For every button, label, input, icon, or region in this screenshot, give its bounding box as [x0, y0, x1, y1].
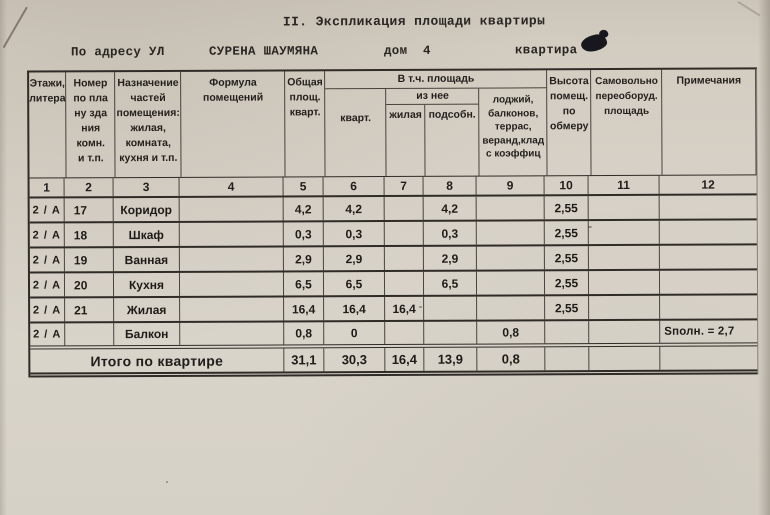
cell-room-name: Балкон — [114, 323, 180, 345]
paper-edge-shadow-left — [0, 0, 7, 515]
cell-room-number — [65, 323, 114, 345]
cell-unauthorized — [589, 271, 660, 294]
cell-room-name: Жилая — [114, 298, 180, 321]
column-number: 5 — [284, 177, 324, 195]
cell-unauthorized — [589, 246, 660, 269]
cell-room-number: 20 — [65, 273, 114, 296]
header-notes: Примечания — [662, 69, 756, 174]
cell-zhilaya-area — [385, 197, 424, 220]
cell-height: 2,55 — [545, 221, 589, 244]
cell-kvart-area: 16,4 — [324, 297, 385, 320]
cell-formula — [180, 247, 284, 270]
cell-note — [660, 245, 757, 268]
cell-kvart-area: 4,2 — [324, 197, 385, 220]
cell-total-area: 16,4 — [284, 297, 324, 320]
column-number: 12 — [701, 177, 715, 192]
header-floor-litera: Этажи, литера — [29, 72, 67, 177]
total-kvart-area: 30,3 — [324, 348, 385, 371]
column-number: 3 — [114, 178, 180, 196]
column-number: 7 — [385, 177, 424, 195]
column-number: 11 — [589, 176, 660, 194]
cell-litera: 2 / А — [30, 323, 65, 345]
cell-note — [660, 195, 757, 218]
cell-room-name: Кухня — [114, 273, 180, 296]
cell-height: 2,55 — [545, 271, 589, 294]
header-lodzhiy: лоджий, балконов, террас, веранд,клад с коэффиц — [480, 88, 548, 175]
header-group-iz-nee — [387, 89, 480, 176]
cell-room-number: 21 — [65, 298, 114, 321]
cell-zhilaya-area — [385, 272, 424, 295]
cell-room-number: 19 — [65, 248, 114, 271]
paper-edge-shadow-right — [758, 0, 770, 515]
cell-formula — [180, 322, 284, 344]
explication-table — [27, 67, 758, 377]
total-height — [545, 347, 589, 370]
header-kvart: кварт. — [326, 89, 387, 176]
column-number: 8 — [424, 177, 477, 195]
cell-lodzh-area — [477, 196, 545, 219]
header-room-purpose: Назначение частей помещения: жилая, комната, кухня и т.п. — [115, 72, 181, 177]
table-row-koridor — [30, 195, 757, 223]
header-iz-nee-label: из нее — [387, 89, 479, 105]
total-lodzh-area: 0,8 — [477, 347, 545, 370]
cell-unauthorized — [589, 196, 660, 219]
cell-height — [545, 321, 589, 343]
apartment-label: квартира — [514, 43, 578, 58]
cell-lodzh-area — [477, 271, 545, 294]
cell-note — [660, 220, 757, 243]
cell-unauthorized — [589, 321, 660, 343]
table-row-shkaf — [30, 220, 757, 248]
cell-room-name: Коридор — [114, 198, 180, 221]
total-row — [30, 346, 757, 377]
cell-lodzh-area — [477, 246, 545, 269]
cell-height: 2,55 — [545, 296, 589, 319]
column-number: 6 — [324, 177, 385, 195]
cell-podsobn-area: 6,5 — [424, 272, 477, 295]
cell-kvart-area: 2,9 — [324, 247, 385, 270]
total-row-label: Итого по квартире — [30, 348, 284, 372]
paper-speck — [166, 481, 168, 483]
cell-podsobn-area — [424, 322, 477, 344]
cell-height: 2,55 — [545, 246, 589, 269]
table-row-balkon — [30, 320, 757, 349]
cell-unauthorized — [589, 296, 660, 319]
table-row-kuhnya — [30, 270, 757, 298]
cell-podsobn-area: 2,9 — [424, 247, 477, 270]
cell-podsobn-area: 4,2 — [424, 197, 477, 220]
page-title: II. Экспликация площади квартиры — [282, 13, 546, 30]
cell-kvart-area: 6,5 — [324, 272, 385, 295]
header-plan-number: Номер по пла ну зда ния комн. и т.п. — [66, 72, 115, 177]
street-name: СУРЕНА ШАУМЯНА — [208, 44, 319, 59]
cell-room-name: Шкаф — [114, 223, 180, 246]
total-total-area: 31,1 — [284, 348, 324, 371]
house-number: дом 4 — [383, 43, 431, 59]
cell-formula — [180, 197, 284, 220]
cell-zhilaya-area — [385, 322, 424, 344]
cell-zhilaya-area — [385, 222, 424, 245]
cell-formula — [180, 222, 284, 245]
cell-total-area: 0,3 — [284, 222, 324, 245]
column-number: 1 — [30, 178, 65, 196]
cell-podsobn-area — [424, 297, 477, 320]
header-unauthorized: Самовольно переоборуд. площадь — [591, 70, 662, 175]
address-prefix: По адресу УЛ — [70, 44, 165, 60]
cell-total-area: 4,2 — [284, 197, 324, 220]
cell-podsobn-area: 0,3 — [424, 222, 477, 245]
cell-height: 2,55 — [545, 196, 589, 219]
column-number: 9 — [477, 176, 545, 194]
ink-blob-redaction — [580, 33, 609, 54]
cell-litera: 2 / А — [30, 298, 65, 321]
cell-litera: 2 / А — [30, 248, 65, 271]
cell-kvart-area: 0 — [324, 322, 385, 344]
table-row-vannaya — [30, 245, 757, 273]
cell-room-number: 18 — [65, 223, 114, 246]
cell-formula — [180, 272, 284, 295]
cell-zhilaya-area — [385, 247, 424, 270]
total-podsobn-area: 13,9 — [424, 348, 477, 371]
cell-note — [660, 270, 757, 293]
cell-lodzh-area: 0,8 — [477, 321, 545, 343]
header-group-incl-area — [325, 70, 547, 176]
header-podsobn: подсобн. — [428, 108, 476, 121]
paper-speck — [419, 306, 422, 308]
cell-formula — [180, 297, 284, 320]
cell-total-area: 2,9 — [284, 247, 324, 270]
header-incl-area-label: В т.ч. площадь — [325, 70, 547, 89]
cell-litera: 2 / А — [30, 198, 65, 221]
column-number: 4 — [180, 177, 284, 195]
total-zhilaya-area: 16,4 — [385, 348, 424, 371]
total-unauthorized — [589, 347, 660, 370]
cell-total-area: 0,8 — [284, 322, 324, 344]
cell-total-area: 6,5 — [284, 272, 324, 295]
cell-note — [660, 295, 757, 318]
cell-room-number: 17 — [65, 198, 114, 221]
cell-unauthorized — [589, 221, 660, 244]
cell-lodzh-area — [477, 221, 545, 244]
header-zhilaya: жилая — [387, 105, 426, 176]
cell-kvart-area: 0,3 — [324, 222, 385, 245]
table-header — [29, 69, 756, 178]
table-row-zhilaya — [30, 295, 757, 323]
paper-speck — [588, 226, 592, 228]
column-number: 10 — [545, 176, 589, 194]
column-number: 2 — [65, 178, 114, 196]
header-height: Высота помещ. по обмеру — [547, 70, 591, 175]
header-total-area: Общая площ. кварт. — [285, 71, 325, 176]
cell-zhilaya-area: 16,4 — [385, 297, 424, 320]
cell-note: Sполн. = 2,7 — [664, 325, 735, 338]
header-formula: Формула помещений — [181, 71, 285, 176]
total-note — [660, 346, 757, 369]
cell-room-name: Ванная — [114, 248, 180, 271]
cell-litera: 2 / А — [30, 273, 65, 296]
cell-lodzh-area — [477, 296, 545, 319]
cell-litera: 2 / А — [30, 223, 65, 246]
